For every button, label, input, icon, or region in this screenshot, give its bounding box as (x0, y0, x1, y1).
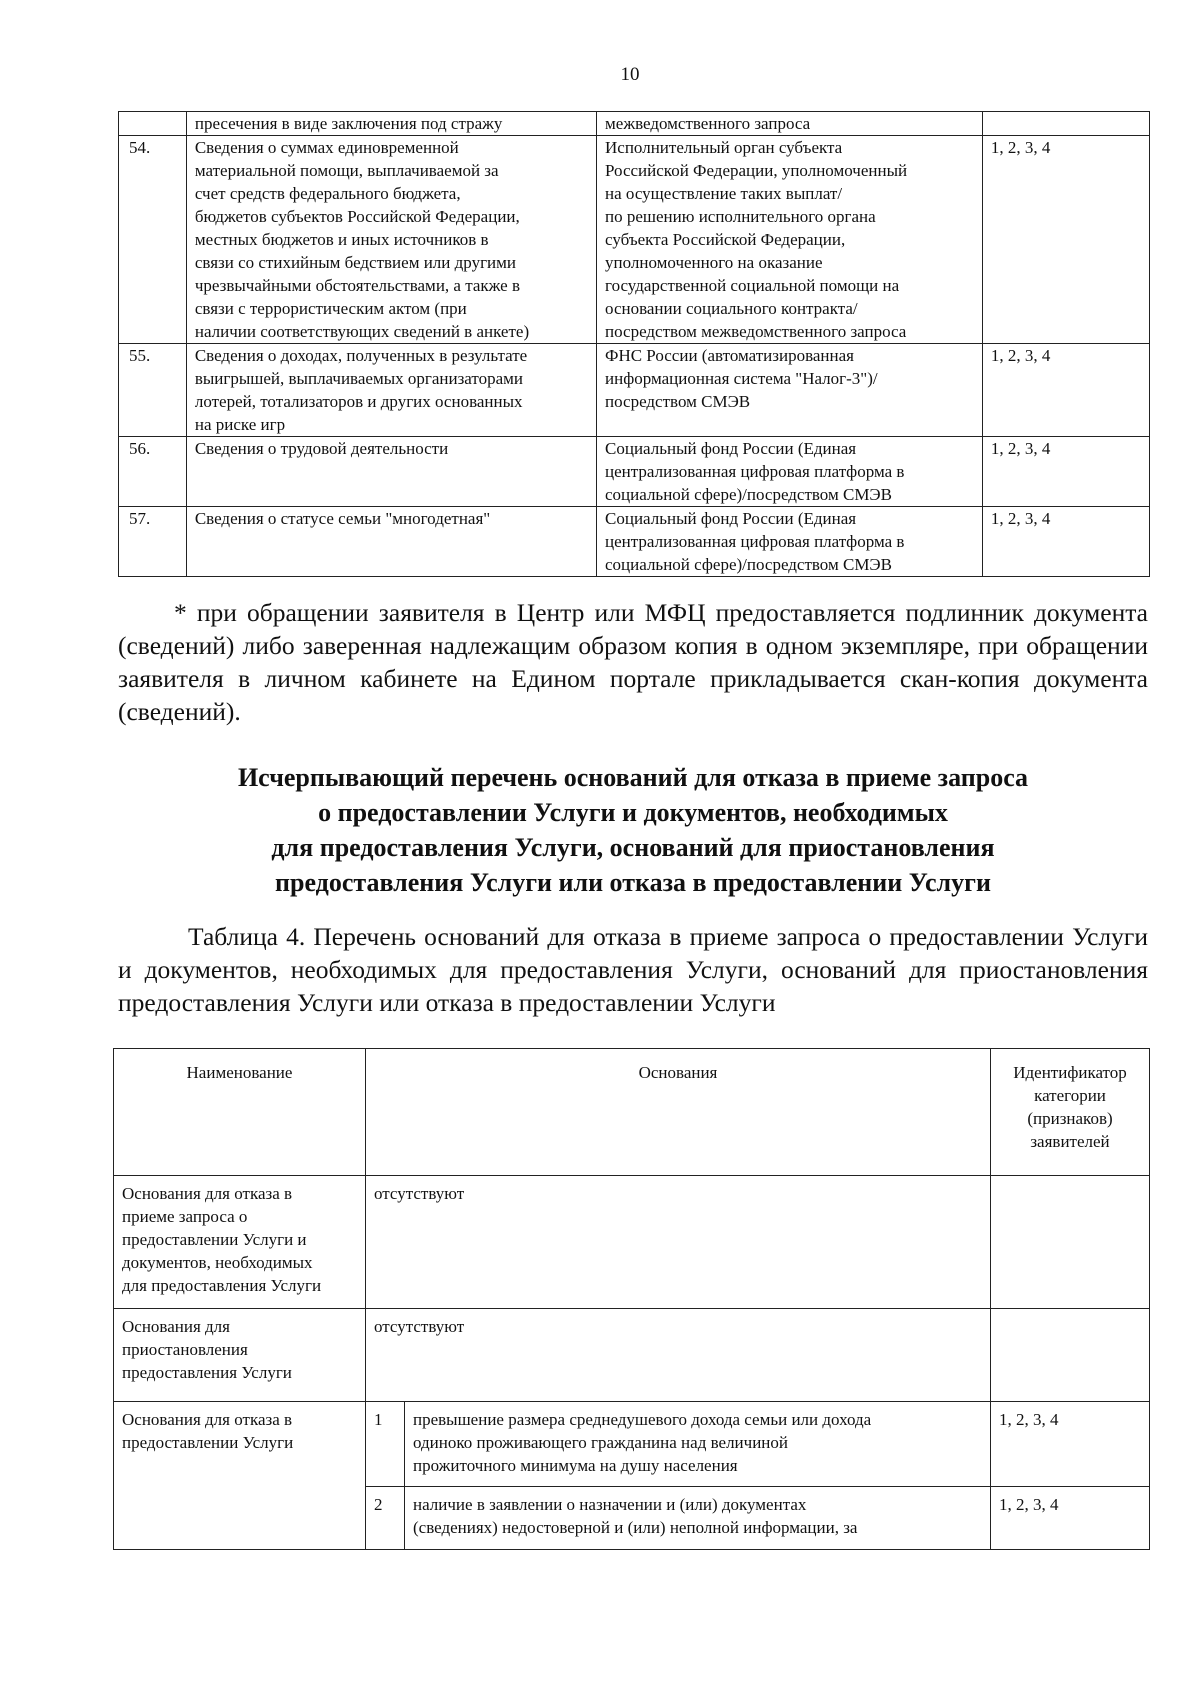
table-caption: Таблица 4. Перечень оснований для отказа в приеме запроса о предоставлении Услуги и документов, необходимых для предоставления Услуги, оснований для приостановления предоставления Услуги или отказа в предоставлении Услуги (118, 922, 1148, 1017)
table-row (114, 1309, 1150, 1402)
header-name: Наименование (114, 1049, 366, 1176)
item-number: 1 (366, 1402, 405, 1487)
table-row (119, 344, 1150, 437)
category-cell (982, 112, 1149, 136)
category-cell: 1, 2, 3, 4 (991, 1487, 1150, 1550)
item-number: 2 (366, 1487, 405, 1550)
data-cell: пресечения в виде заключения под стражу (186, 112, 596, 136)
data-cell: Сведения о доходах, полученных в результате выигрышей, выплачиваемых организаторами лотерей, тотализаторов и других основанных на риске игр (186, 344, 596, 437)
header-category: Идентификатор категории (признаков) заявителей (991, 1049, 1150, 1176)
table-row (119, 437, 1150, 507)
category-cell: 1, 2, 3, 4 (982, 344, 1149, 437)
category-cell (991, 1176, 1150, 1309)
source-cell: Исполнительный орган субъекта Российской Федерации, уполномоченный на осуществление таких выплат/ по решению исполнительного органа субъекта Российской Федерации, уполномоченного на оказание государственной социальной помощи на основании социального контракта/ посредством межведомственного запроса (597, 136, 983, 344)
data-cell: Сведения о суммах единовременной материальной помощи, выплачиваемой за счет средств федерального бюджета, бюджетов субъектов Российской Федерации, местных бюджетов и иных источников в связи со стихийным бедствием или другими чрезвычайными обстоятельствами, а также в связи с террористическим актом (при наличии соответствующих сведений в анкете) (186, 136, 596, 344)
category-cell: 1, 2, 3, 4 (982, 437, 1149, 507)
header-grounds: Основания (366, 1049, 991, 1176)
category-cell: 1, 2, 3, 4 (982, 507, 1149, 577)
data-cell: Сведения о статусе семьи "многодетная" (186, 507, 596, 577)
row-number (119, 112, 187, 136)
name-cell: Основания для отказа в приеме запроса о предоставлении Услуги и документов, необходимых для предоставления Услуги (114, 1176, 366, 1309)
section-heading: Исчерпывающий перечень оснований для отказа в приеме запроса о предоставлении Услуги и документов, необходимых для предоставления Услуги, оснований для приостановления предоставления Услуги или отказа в предоставлении Услуги (237, 763, 1029, 897)
data-cell: Сведения о трудовой деятельности (186, 437, 596, 507)
grounds-cell: отсутствуют (366, 1309, 991, 1402)
table-row-continuation (119, 112, 1150, 136)
row-number: 55. (119, 344, 187, 437)
grounds-cell: наличие в заявлении о назначении и (или) документах (сведениях) недостоверной и (или) неполной информации, за (405, 1487, 991, 1550)
category-cell (991, 1309, 1150, 1402)
source-cell: межведомственного запроса (597, 112, 983, 136)
table-row (119, 136, 1150, 344)
row-number: 54. (119, 136, 187, 344)
grounds-cell: отсутствуют (366, 1176, 991, 1309)
grounds-cell: превышение размера среднедушевого дохода семьи или дохода одиноко проживающего гражданина над величиной прожиточного минимума на душу населения (405, 1402, 991, 1487)
source-cell: Социальный фонд России (Единая централизованная цифровая платформа в социальной сфере)/посредством СМЭВ (597, 437, 983, 507)
row-number: 56. (119, 437, 187, 507)
name-cell: Основания для отказа в предоставлении Услуги (114, 1402, 366, 1550)
table-row (119, 507, 1150, 577)
source-cell: Социальный фонд России (Единая централизованная цифровая платформа в социальной сфере)/посредством СМЭВ (597, 507, 983, 577)
category-cell: 1, 2, 3, 4 (991, 1402, 1150, 1487)
page-number: 10 (620, 64, 640, 85)
name-cell: Основания для приостановления предоставления Услуги (114, 1309, 366, 1402)
table-header-row (114, 1049, 1150, 1176)
source-cell: ФНС России (автоматизированная информационная система "Налог-3")/ посредством СМЭВ (597, 344, 983, 437)
category-cell: 1, 2, 3, 4 (982, 136, 1149, 344)
grounds-table (113, 1048, 1150, 1550)
table-row (114, 1176, 1150, 1309)
documents-table (118, 111, 1150, 577)
table-row (114, 1402, 1150, 1487)
row-number: 57. (119, 507, 187, 577)
footnote: * при обращении заявителя в Центр или МФЦ предоставляется подлинник документа (сведений) либо заверенная надлежащим образом копия в одном экземпляре, при обращении заявителя в личном кабинете на Едином портале прикладывается скан-копия документа (сведений). (118, 598, 1148, 726)
